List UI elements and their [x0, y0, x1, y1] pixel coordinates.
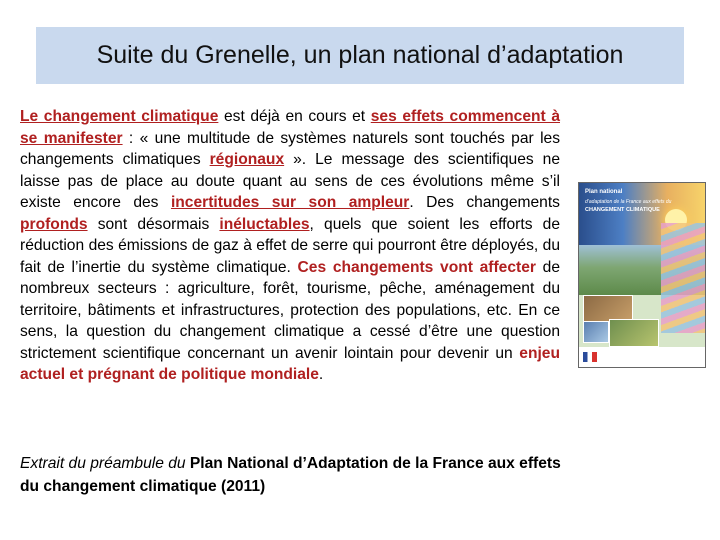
report-cover-image [578, 182, 706, 368]
paragraph-text: de nombreux secteurs : agriculture, forêt, tourisme, pêche, aménagement du territoire, bâtiments et infrastructures, protection des populations, etc. En ce sens, la question du changement climatique a cessé d’être une question strictement scientifique concernant un avenir lointain pour devenir un [20, 258, 560, 362]
slide-title: Suite du Grenelle, un plan national d’adaptation [96, 41, 624, 69]
paragraph-text: ». Le message des scientifiques ne laisse pas de place au doute quant au sens de ces évolutions même s’il existe encore des [20, 151, 560, 211]
caption-title: Plan National d’Adaptation de la France aux effets du changement climatique (2011) [20, 455, 561, 495]
cover-footer [579, 347, 705, 367]
highlight-text: ses effets commencent à se manifester [20, 108, 560, 147]
paragraph-text: . [318, 366, 324, 383]
cover-photo [583, 321, 609, 343]
highlight-text: inéluctables [219, 215, 310, 233]
cover-label: CHANGEMENT CLIMATIQUE [585, 207, 660, 213]
highlight-text: profonds [20, 215, 88, 233]
highlight-text: Ces changements vont affecter [297, 258, 536, 276]
paragraph-text: sont désormais [87, 215, 220, 233]
paragraph-text: . Des changements [409, 194, 560, 211]
highlight-text: Le changement climatique [20, 108, 219, 125]
paragraph-text: est déjà en cours et [218, 108, 371, 125]
highlight-text: enjeu actuel et prégnant de politique mondiale [20, 344, 560, 383]
main-paragraph [20, 106, 560, 386]
caption-intro: Extrait du préambule du [20, 455, 190, 472]
highlight-text: régionaux [209, 151, 285, 168]
cover-label: d’adaptation de la France aux effets du [585, 199, 672, 205]
cover-label: Plan national [585, 189, 623, 195]
cover-photo [609, 319, 659, 347]
title-banner [36, 27, 684, 84]
paragraph-text: , quels que soient les efforts de réduction des émissions de gaz à effet de serre qui pourront être déployés, du fait de l’inertie du système climatique. [20, 215, 560, 276]
cover-color-stripes [661, 223, 705, 333]
paragraph-text: : « une multitude de systèmes naturels sont touchés par les changements climatiques [20, 129, 560, 168]
highlight-text: incertitudes sur son ampleur [170, 194, 410, 211]
french-republic-logo-icon [583, 352, 597, 362]
source-caption [20, 452, 580, 498]
